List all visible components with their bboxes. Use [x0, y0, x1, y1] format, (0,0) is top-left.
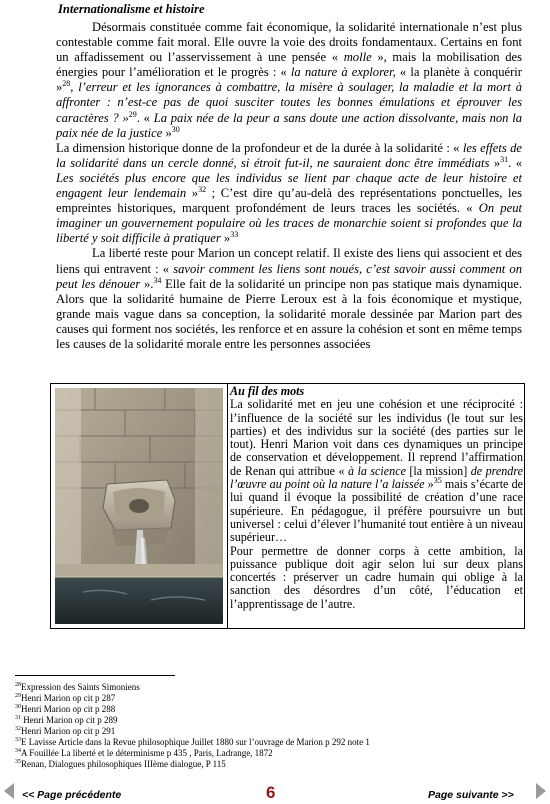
next-page-link[interactable]: Page suivante >> — [428, 789, 514, 801]
box-divider — [227, 384, 228, 628]
footnote: $^{29}$Henri Marion op cit p 287 — [15, 693, 116, 703]
footnote: $^{32}$Henri Marion op cit p 291 — [15, 726, 116, 736]
footnote: $^{31}$ Henri Marion op cit p 289 — [15, 715, 118, 725]
footnotes — [15, 682, 535, 770]
page-number: 6 — [266, 783, 276, 802]
sidebar-text — [230, 385, 523, 611]
footnote: $^{35}$Renan, Dialogues philosophiques IIIème dialogue, P 115 — [15, 759, 226, 769]
page-turn-left-icon[interactable] — [2, 781, 16, 801]
paragraph-2: La dimension historique donne de la profondeur et de la durée à la solidarité : « les effets de la solidarité dans un cercle donné, si étroit fut-il, ne sauraient donc être immédiats »$^{31}$. « Les sociétés plus encore que les individus se lient par chaque acte de leur histoire et engagent leur lendemain »$^{32}$ ; C’est dire qu’au-delà des représentations ponctuelles, les empreintes historiques, marquent profondément de leurs traces les sociétés. « On peut imaginer un gouvernement populaire où les traces de monarchie soient si profondes que la liberté y soit difficile à pratiquer »$^{33}$ — [56, 140, 522, 246]
footnote: $^{33}$E Lavisse Article dans la Revue philosophique Juillet 1880 sur l’ouvrage de Marion p 292 note 1 — [15, 737, 370, 747]
sidebar-box — [50, 383, 525, 629]
footnote: $^{30}$Henri Marion op cit p 288 — [15, 704, 116, 714]
page-turn-right-icon[interactable] — [534, 781, 548, 801]
sidebar-paragraph-1: La solidarité met en jeu une cohésion et une réciprocité : l’influence de la société sur les individus (le tout sur les parties) et des individus sur la société (des parties sur le tout). Henri Marion voit dans ces dynamiques un principe de conservation et développement. Il reprend l’affirmation de Renan qui attribue « à la science [la mission] de prendre l’œuvre au point où la nature l’a laissée »$^{35}$ mais s’écarte de lui quand il évoque la possibilité de création d’une race supérieure. En pédagogue, il préfère poursuivre un but universel : celui d’élever l’humanité tout entière à un niveau supérieur… — [230, 397, 523, 545]
main-text — [56, 20, 522, 352]
footnote: $^{28}$Expression des Saints Simoniens — [15, 682, 140, 692]
section-title: Internationalisme et histoire — [58, 2, 205, 16]
footnote: $^{34}$A Fouillée La liberté et le déterminisme p 435 , Paris, Ladrange, 1872 — [15, 748, 273, 758]
paragraph-1: Désormais constituée comme fait économique, la solidarité internationale n’est plus contestable comme fait moral. Elle ouvre la voie des droits fondamentaux. Certains en font un affadissement ou l’asservissement à une pensée « molle », mais la mobilisation des énergies pour l’amélioration et le progrès : « la nature à explorer, « la planète à conquérir »$^{28}$, l’erreur et les ignorances à combattre, la misère à soulager, la maladie et la mort à affronter : n’est-ce pas de quoi susciter toutes les bonnes émulations et éprouver les caractères ? »$^{29}$. « La paix née de la peur a sans doute une action dissolvante, mais non la paix née de la justice »$^{30}$ — [56, 20, 523, 140]
sidebar-title: Au fil des mots — [230, 384, 305, 398]
sidebar-paragraph-2: Pour permettre de donner corps à cette ambition, la puissance publique doit agir selon lui sur deux plans concertés : préserver un cadre humain qui oblige à la sanction des désordres d’un côté, l’éducation et l’apprentissage de l’autre. — [230, 543, 523, 611]
fountain-photo — [55, 388, 223, 624]
previous-page-link[interactable]: << Page précédente — [22, 789, 122, 801]
paragraph-3: La liberté reste pour Marion un concept relatif. Il existe des liens qui associent et des liens qui entravent : « savoir comment les liens sont noués, c’est savoir aussi comment on peut les dénouer ».$^{34}$ Elle fait de la solidarité un principe non pas statique mais dynamique. Alors que la solidarité humaine de Pierre Leroux est à la fois économique et mystique, grande mais vague dans sa conception, la solidarité morale dessinée par Marion part des causes qui forment nos sociétés, les renforce et en assure la cohésion et sont en même temps les causes de la solidarité morale entre les personnes associées — [56, 246, 523, 351]
footnote-separator — [15, 675, 175, 676]
